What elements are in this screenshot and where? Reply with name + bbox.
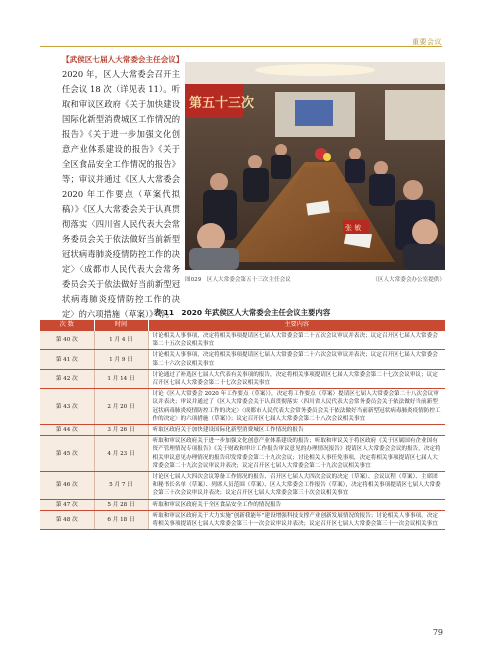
banner-text: 第五十三次 [189,96,255,111]
row-count: 第 40 次 [40,331,94,350]
row-date: 1 月 9 日 [94,350,148,369]
table-row [40,331,445,350]
header-rule [40,46,442,47]
row-count: 第 43 次 [40,389,94,425]
header-date: 时间 [94,320,148,331]
row-date: 3 月 26 日 [94,425,148,436]
row-date: 2 月 20 日 [94,389,148,425]
row-content: 听取和审议区政府关于进一步加强文化创意产业体系建设的报告；听取和审议关于将区政府《关于区属国有企业国有资产管理情况专项报告》《关于财政和审计工作报告审议意见的办理情况报告》提请区人大常委会会议的报告，决定将相关审议意见办理情况的报告印发常委会第二十九次会议；讨论相关人事任免事项，决定将相关事项提请区七届人大常委会第二十九次会议审议并表决；议定召开区七届人大常委会第二十九次会议相关事宜 [148,436,445,472]
table-title: 表 11 2020 年武侯区人大常委会主任会议主要内容 [153,308,331,317]
header-count: 次 数 [40,320,94,331]
row-count: 第 45 次 [40,436,94,472]
photo-caption [185,275,445,283]
row-count: 第 46 次 [40,472,94,500]
nameplate-text: 张 敏 [345,224,362,232]
table-row [40,389,445,425]
row-content: 讨论《区人大常委会 2020 年工作要点（草案）》，决定将工作要点（草案）提请区七届人大常委会第二十八次会议审议并表决；审议并通过了《区人大常委会关于认真贯彻落实〈四川省人民代表大会常务委员会关于依法做好当前新型冠状病毒肺炎疫情防控工作的决定〉〈成都市人民代表大会常务委员会关于依法做好当前新型冠状病毒肺炎疫情防控工作的决定〉的六项措施（草案）》；议定召开区七届人大常委会第二十八次会议相关事宜 [148,389,445,425]
row-count: 第 47 次 [40,499,94,510]
row-content: 讨论相关人事事项，决定将相关事项提请区七届人大常委会第二十五次会议审议并表决；议定召开区七届人大常委会第二十五次会议相关事宜 [148,331,445,350]
section-body: 2020 年，区人大常委会召开主任会议 18 次（详见表 11）。听取和审议区政府《关于加快建设国际化新型消费城区工作情况的报告》《关于进一步加强文化创意产业体系建设的报告》《关于全区食品安全工作情况的报告》等；审议并通过《区人大常委会 2020 年工作要点（草案代拟稿）》《区人大常委会关于认真贯彻落实〈四川省人民代表大会常务委员会关于依法做好当前新型冠状病毒肺炎疫情防控工作的决定〉〈成都市人民代表大会常务委员会关于依法做好当前新型冠状病毒肺炎疫情防控工作的决定〉的六项措施（草案）》等。 [62,69,183,319]
row-date: 1 月 14 日 [94,369,148,388]
table-row [40,436,445,472]
table-row [40,350,445,369]
meetings-table [40,320,445,530]
row-content: 讨论区七届人大四次会议筹备工作情况的报告，召开区七届人大四次会议的决定（草案）、会议议程（草案）、主席团和秘书长名单（草案）、列席人员范围（草案）、区人大常委会工作报告（草案），决定将相关事项提请区七届人大常委会第三十次会议审议并表决；议定召开区七届人大常委会第三十次会议相关事宜 [148,472,445,500]
row-content: 听取和审议区政府关于全区食品安全工作的情况报告 [148,499,445,510]
table-row [40,425,445,436]
meeting-photo [185,62,445,270]
row-count: 第 41 次 [40,350,94,369]
row-count: 第 42 次 [40,369,94,388]
row-content: 听取和审议区政府关于大力实施“创新我能年”建设增强科技支撑产业创新发展情况的报告；讨论相关人事事项，决定将相关事项提请区七届人大常委会第三十一次会议审议并表决；议定召开区七届人大常委会第三十一次会议相关事宜 [148,510,445,529]
table-row [40,472,445,500]
section-title: 【武侯区七届人大常委会主任会议】 [62,55,184,64]
row-date: 5 月 7 日 [94,472,148,500]
table-row [40,510,445,529]
row-count: 第 48 次 [40,510,94,529]
table-row [40,499,445,510]
row-content: 听取区政府关于加快建设国际化新型消费城区工作情况的报告 [148,425,445,436]
running-header: 重要会议 [412,38,442,46]
row-content: 讨论相关人事事项，决定将相关事项提请区七届人大常委会第二十六次会议审议并表决；议定召开区七届人大常委会第二十六次会议相关事宜 [148,350,445,369]
row-count: 第 44 次 [40,425,94,436]
table-header-row [40,320,445,331]
caption-left: 图029 区人大常委会第五十三次主任会议 [185,277,291,283]
row-date: 6 月 18 日 [94,510,148,529]
header-content: 主要内容 [148,320,445,331]
meeting-photo-illustration [185,62,445,270]
table-row [40,369,445,388]
row-date: 5 月 28 日 [94,499,148,510]
row-content: 讨论通过了补选区七届人大代表有关事项的报告，决定将相关事项提请区七届人大常委会第二十七次会议审议；议定召开区七届人大常委会第二十七次会议相关事宜 [148,369,445,388]
row-date: 1 月 4 日 [94,331,148,350]
row-date: 4 月 23 日 [94,436,148,472]
caption-credit: （区人大常委会办公室提供） [372,277,445,283]
page-number: 79 [432,628,443,637]
